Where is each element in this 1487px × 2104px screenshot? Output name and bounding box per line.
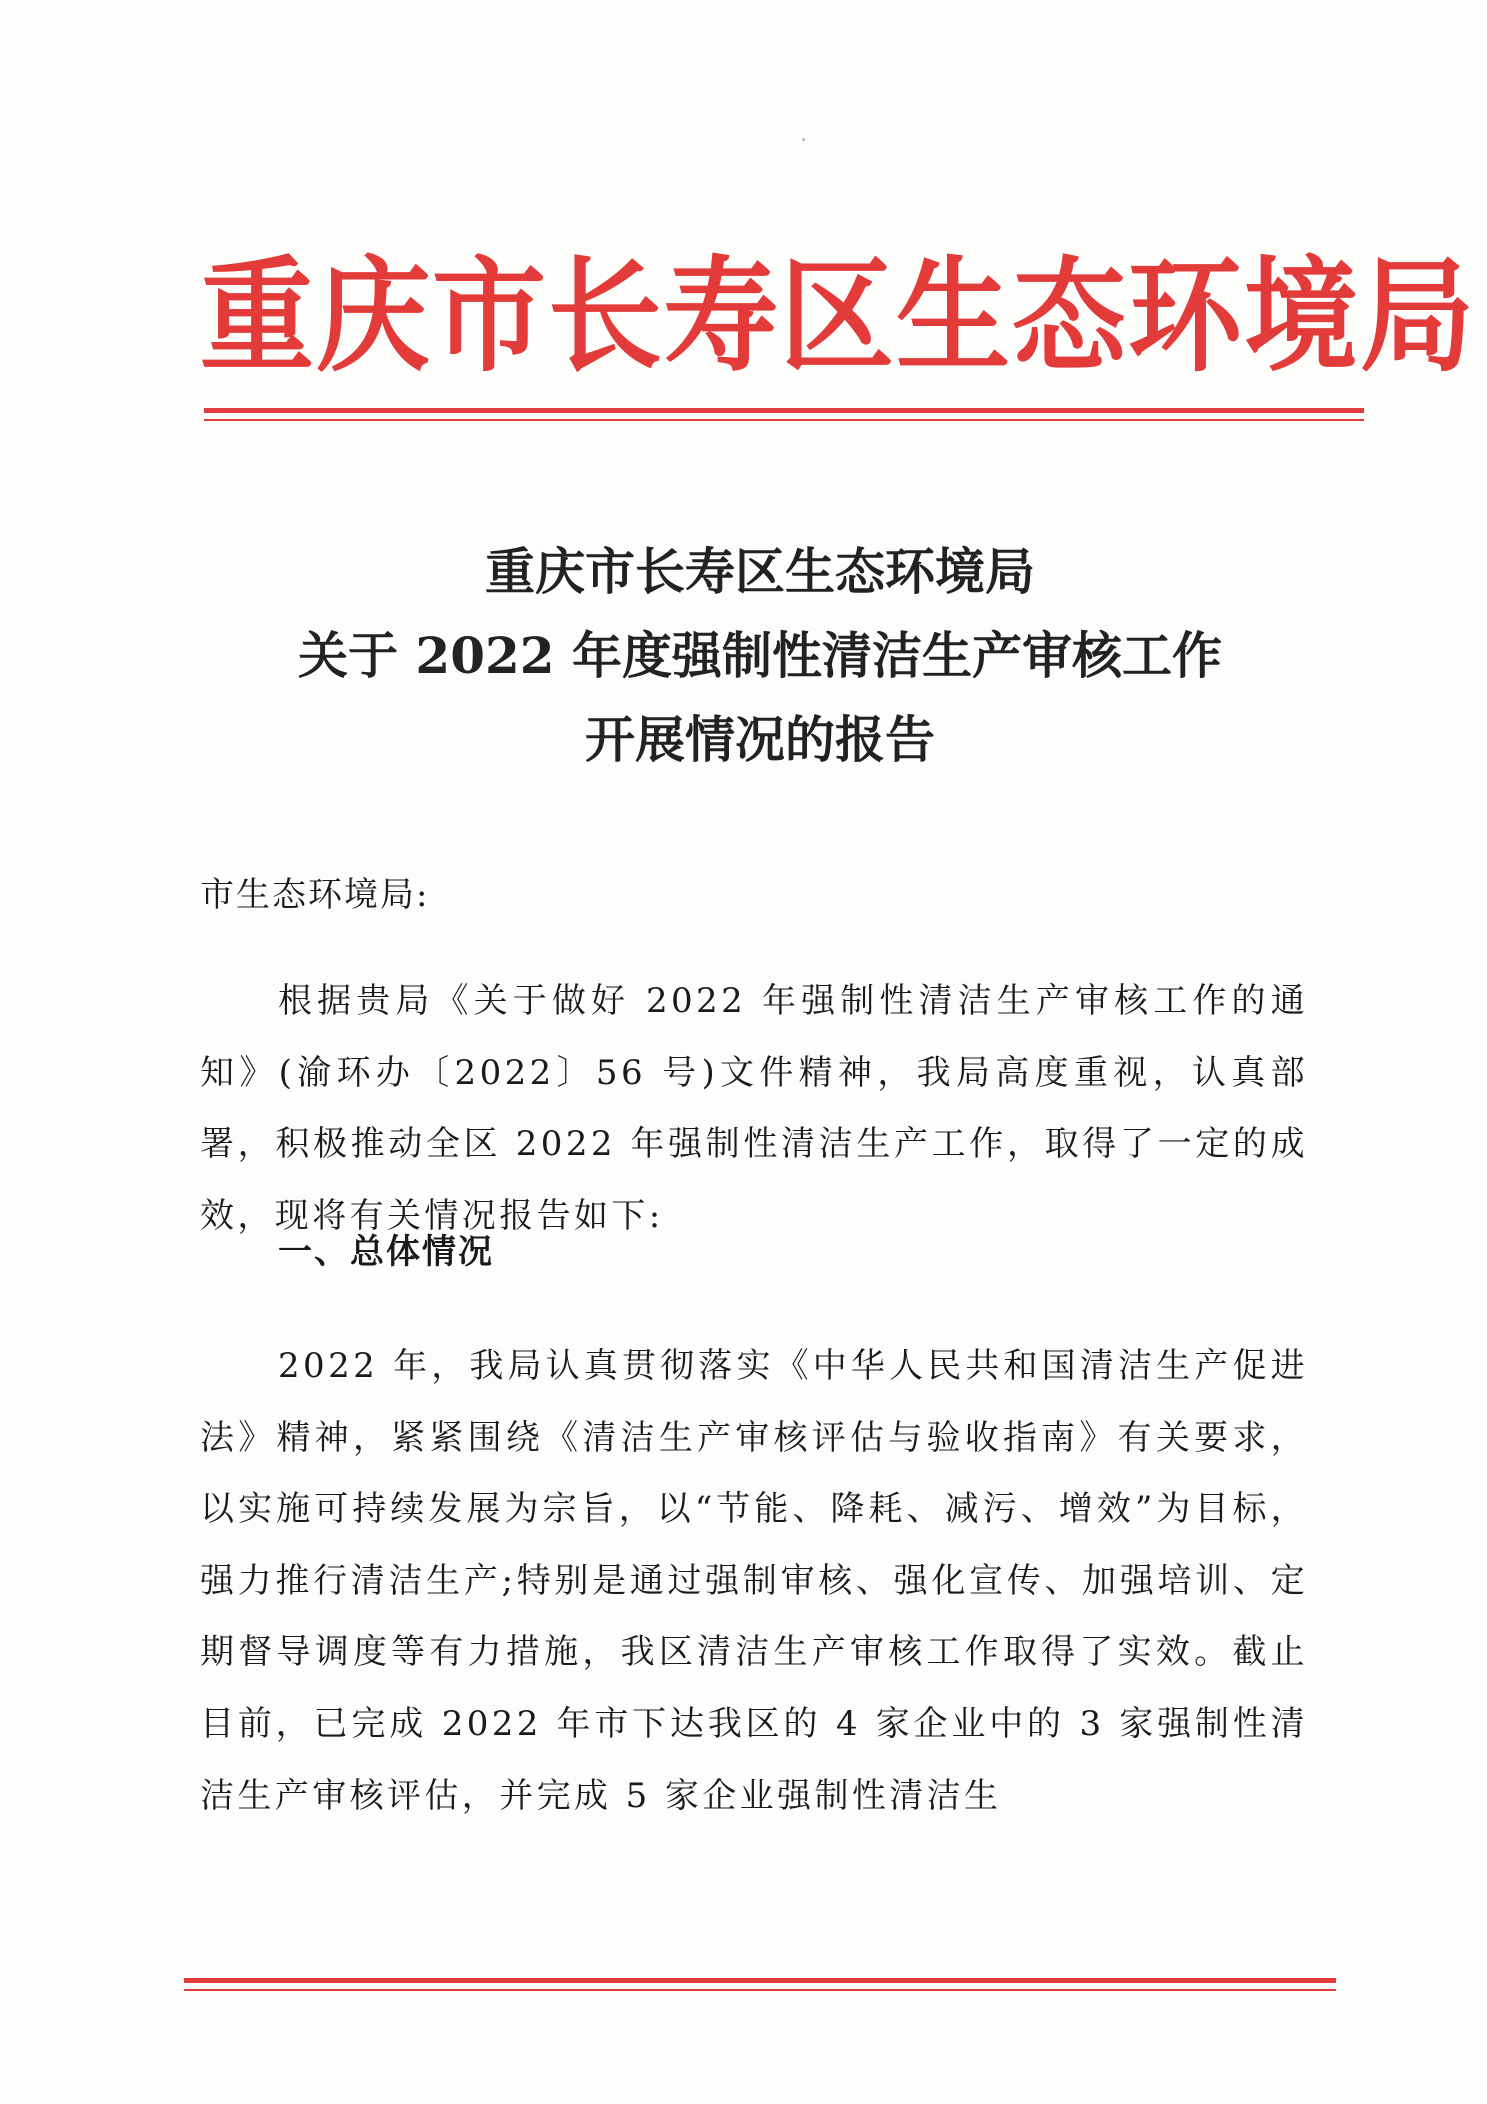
scan-speck bbox=[802, 138, 805, 141]
section-heading-overview: 一、总体情况 bbox=[278, 1232, 494, 1272]
letterhead-divider-thick bbox=[204, 408, 1364, 413]
paragraph-intro: 根据贵局《关于做好 2022 年强制性清洁生产审核工作的通知》(渝环办〔2022〕56 号)文件精神，我局高度重视，认真部署，积极推动全区 2022 年强制性清洁生产工作，取得了一定的成效，现将有关情况报告如下: bbox=[200, 981, 1308, 1236]
title-line-3: 开展情况的报告 bbox=[585, 710, 935, 769]
paragraph-overview: 2022 年，我局认真贯彻落实《中华人民共和国清洁生产促进法》精神，紧紧围绕《清洁生产审核评估与验收指南》有关要求，以实施可持续发展为宗旨，以“节能、降耗、减污、增效”为目标，强力推行清洁生产;特别是通过强制审核、强化宣传、加强培训、定期督导调度等有力措施，我区清洁生产审核工作取得了实效。截止目前，已完成 2022 年市下达我区的 4 家企业中的 3 家强制性清洁生产审核评估，并完成 5 家企业强制性清洁生 bbox=[200, 1346, 1308, 1816]
letterhead-divider-thin bbox=[204, 419, 1364, 421]
letterhead-divider bbox=[204, 408, 1364, 421]
title-line-1: 重庆市长寿区生态环境局 bbox=[485, 542, 1035, 601]
salutation: 市生态环境局: bbox=[200, 875, 430, 915]
footer-divider bbox=[184, 1978, 1336, 1991]
footer-divider-thick bbox=[184, 1978, 1336, 1983]
document-title bbox=[200, 530, 1320, 782]
footer-divider-thin bbox=[184, 1989, 1336, 1991]
letterhead-agency-name: 重庆市长寿区生态环境局 bbox=[200, 243, 1477, 388]
title-line-2: 关于 2022 年度强制性清洁生产审核工作 bbox=[298, 626, 1222, 685]
